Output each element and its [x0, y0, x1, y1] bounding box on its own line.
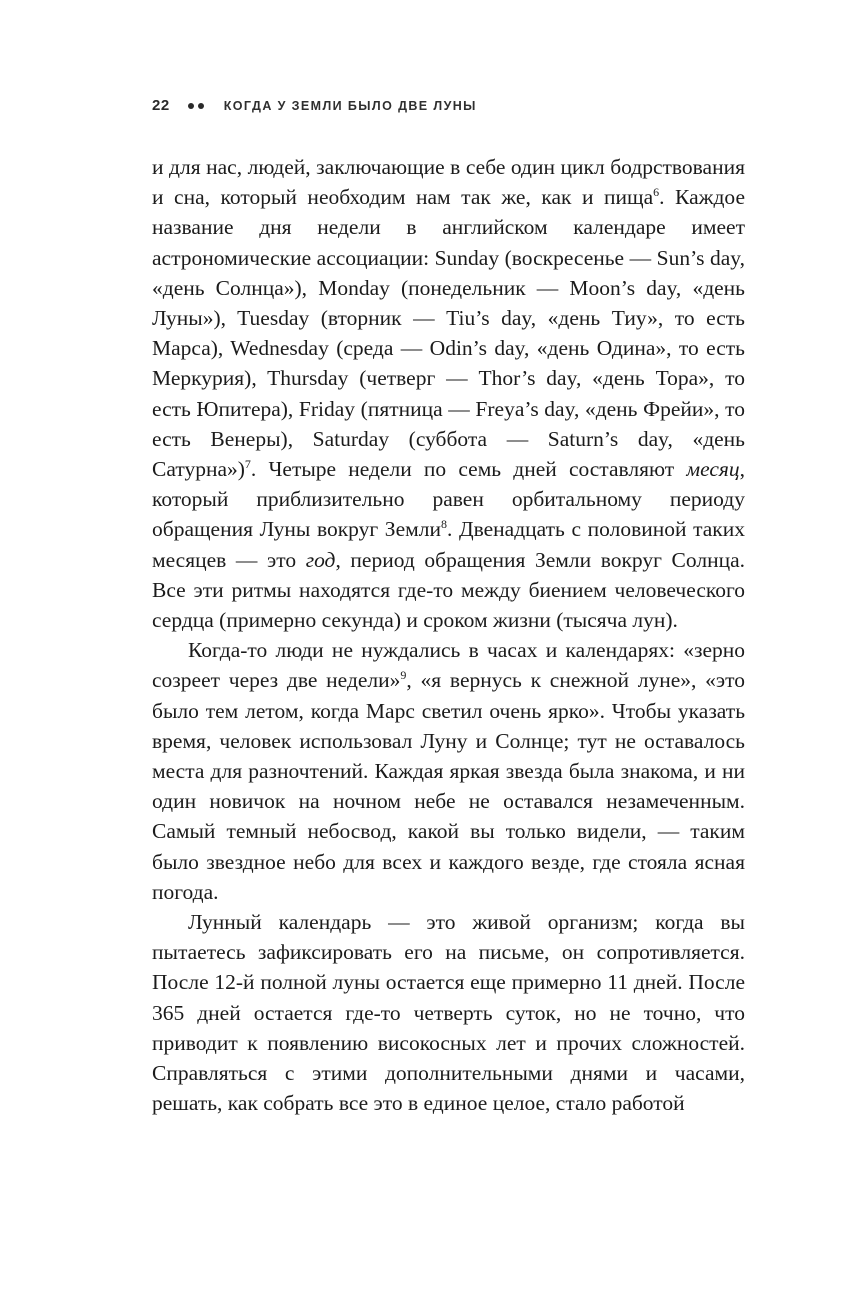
footnote-marker: 9	[400, 668, 407, 683]
text-segment: и для нас, людей, заключающие в себе один цикл бодрствования и сна, который необходим нам так же, как и пища	[152, 155, 745, 210]
running-title: КОГДА У ЗЕМЛИ БЫЛО ДВЕ ЛУНЫ	[223, 98, 477, 113]
dot-icon	[198, 103, 204, 109]
page-number: 22	[152, 97, 170, 114]
text-segment: , «я вернусь к снежной луне», «это было тем летом, когда Марс светил очень ярко». Чтобы указать время, человек использовал Луну и Солнце; тут не оставалось места для разночтений. Каждая яркая звезда была знакома, и ни один новичок на ночном небе не оставался незамеченным. Самый темный небосвод, какой вы только видели, — таким было звездное небо для всех и каждого везде, где стояла ясная погода.	[152, 668, 745, 904]
text-segment: , период обращения Земли вокруг Солнца. Все эти ритмы находятся где-то между биением человеческого сердца (примерно секунда) и сроком жизни (тысяча лун).	[152, 547, 746, 633]
paragraph	[152, 907, 745, 1118]
text-segment: . Двенадцать с половиной таких месяцев — это	[152, 517, 745, 572]
footnote-marker: 7	[244, 456, 251, 471]
page-header	[152, 97, 745, 114]
text-segment: Когда-то люди не нуждались в часах и календарях: «зерно созреет через две недели»	[152, 638, 745, 693]
text-segment: . Четыре недели по семь дней составляют	[250, 457, 687, 482]
text-segment-italic: год	[305, 547, 336, 572]
paragraph	[152, 635, 745, 907]
text-segment: . Каждое название дня недели в английском календаре имеет астрономические ассоциации: Sunday (воскресенье — Sun’s day, «день Солнца»), Monday (понедельник — Moon’s day, «день Луны»), Tuesday (вторник — Tiu’s day, «день Тиу», то есть Марса), Wednesday (среда — Odin’s day, «день Одина», то есть Меркурия), Thursday (четверг — Thor’s day, «день Тора», то есть Юпитера), Friday (пятница — Freya’s day, «день Фрейи», то есть Венеры), Saturday (суббота — Saturn’s day, «день Сатурна»)	[152, 185, 745, 482]
footnote-marker: 8	[440, 517, 447, 532]
text-segment: , который приблизительно равен орбитальному периоду обращения Луны вокруг Земли	[152, 457, 745, 542]
page-body	[152, 152, 745, 1119]
dot-icon	[188, 103, 194, 109]
header-dots-icon	[188, 103, 204, 109]
paragraph	[152, 152, 745, 635]
text-segment: Лунный календарь — это живой организм; когда вы пытаетесь зафиксировать его на письме, он сопротивляется. После 12-й полной луны остается еще примерно 11 дней. После 365 дней остается где-то четверть суток, но не точно, что приводит к появлению високосных лет и прочих сложностей. Справляться с этими дополнительными днями и часами, решать, как собрать все это в единое целое, стало работой	[152, 910, 745, 1116]
text-segment-italic: месяц	[686, 457, 740, 482]
footnote-marker: 6	[653, 185, 660, 200]
